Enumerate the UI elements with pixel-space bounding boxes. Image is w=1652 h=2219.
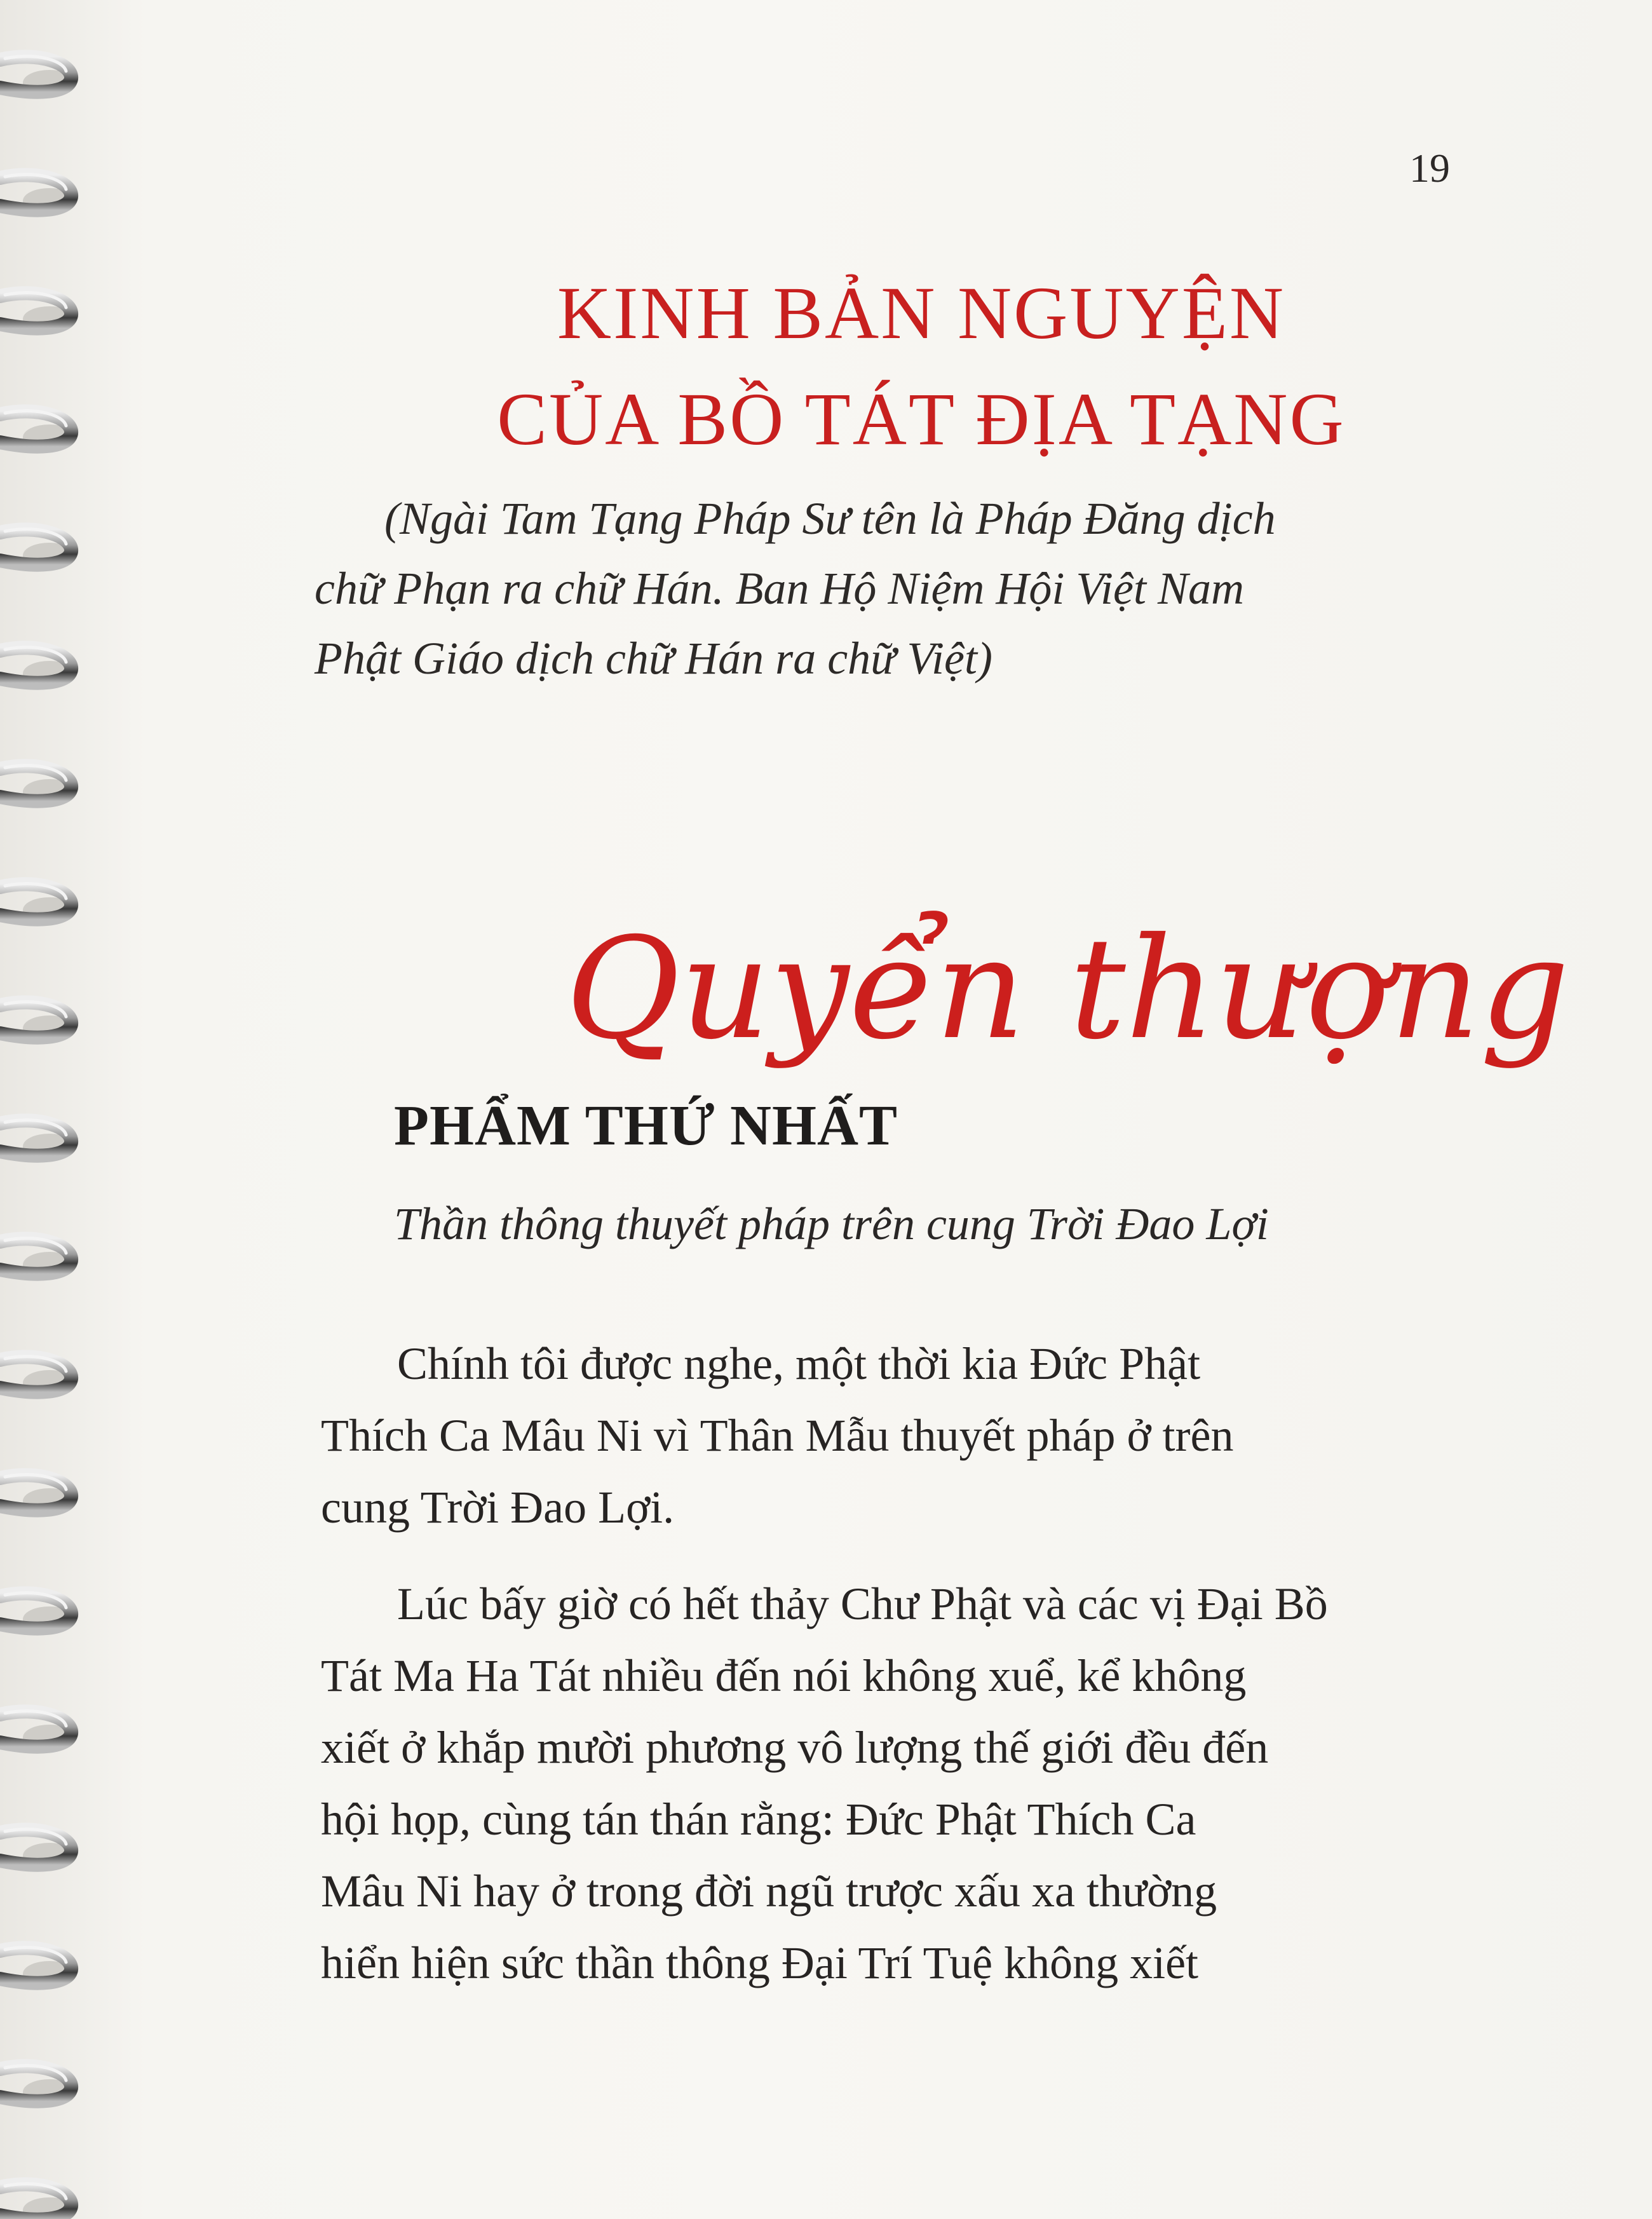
body-line: hội họp, cùng tán thán rằng: Đức Phật Thích Ca xyxy=(321,1794,1196,1845)
book-title-line-2: CỦA BỒ TÁT ĐỊA TẠNG xyxy=(497,377,1346,461)
body-line: xiết ở khắp mười phương vô lượng thế giới đều đến xyxy=(321,1722,1269,1773)
spiral-coil xyxy=(0,1711,76,1750)
spiral-coil xyxy=(0,57,76,95)
spiral-coil xyxy=(0,1120,76,1159)
body-line: Lúc bấy giờ có hết thảy Chư Phật và các vị Đại Bồ xyxy=(397,1578,1328,1629)
body-line: hiển hiện sức thần thông Đại Trí Tuệ không xiết xyxy=(321,1937,1199,1988)
chapter-title: PHẨM THỨ NHẤT xyxy=(394,1094,898,1157)
spiral-coil xyxy=(0,1593,76,1632)
spiral-coil xyxy=(0,1238,76,1277)
spiral-coil xyxy=(0,1357,76,1395)
spiral-coil xyxy=(0,411,76,450)
translator-note-line: chữ Phạn ra chữ Hán. Ban Hộ Niệm Hội Việt Nam xyxy=(315,563,1245,614)
translator-note-line: (Ngài Tam Tạng Pháp Sư tên là Pháp Đăng dịch xyxy=(384,493,1276,544)
spiral-coil xyxy=(0,648,76,686)
spiral-coil xyxy=(0,1829,76,1868)
section-heading xyxy=(559,907,1570,1101)
spiral-coil xyxy=(0,2066,76,2105)
chapter-subtitle: Thần thông thuyết pháp trên cung Trời Đao Lợi xyxy=(394,1198,1269,1249)
spiral-coil xyxy=(0,2184,76,2219)
spiral-coil xyxy=(0,766,76,804)
body-line: Mâu Ni hay ở trong đời ngũ trược xấu xa thường xyxy=(321,1866,1217,1917)
page-number: 19 xyxy=(1409,146,1450,191)
translator-note-line: Phật Giáo dịch chữ Hán ra chữ Việt) xyxy=(315,633,992,684)
book-title-line-1: KINH BẢN NGUYỆN xyxy=(557,271,1286,355)
spiral-coil xyxy=(0,175,76,214)
body-line: Thích Ca Mâu Ni vì Thân Mẫu thuyết pháp ở trên xyxy=(321,1410,1234,1461)
spiral-coil xyxy=(0,293,76,332)
spiral-coil xyxy=(0,529,76,568)
spiral-coil xyxy=(0,1948,76,1986)
body-line: cung Trời Đao Lợi. xyxy=(321,1482,675,1533)
spiral-coil xyxy=(0,1002,76,1041)
spiral-binding xyxy=(0,0,89,2219)
spiral-coil xyxy=(0,1475,76,1514)
body-line: Chính tôi được nghe, một thời kia Đức Phật xyxy=(397,1338,1201,1389)
body-line: Tát Ma Ha Tát nhiều đến nói không xuể, kể không xyxy=(321,1650,1247,1701)
section-heading-text: Quyển thượng xyxy=(565,907,1570,1070)
spiral-coil xyxy=(0,884,76,923)
